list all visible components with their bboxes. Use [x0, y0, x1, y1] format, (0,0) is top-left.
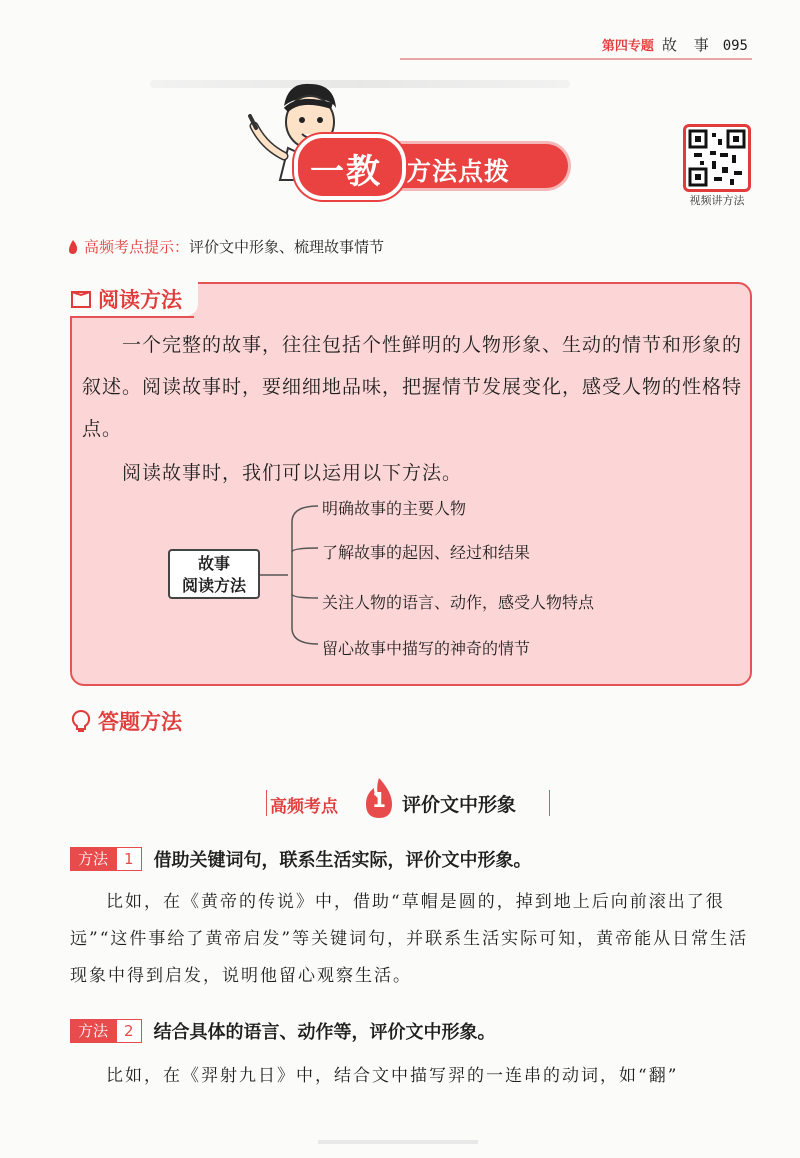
reading-method-heading: 阅读方法 — [70, 284, 182, 314]
book-icon — [70, 289, 92, 309]
method-title: 结合具体的语言、动作等，评价文中形象。 — [153, 1022, 496, 1043]
method-badge: 方法 — [70, 847, 116, 871]
header-rule — [400, 58, 752, 60]
qr-code-icon[interactable] — [683, 124, 751, 192]
running-header — [602, 34, 748, 55]
keypoint-title — [262, 778, 554, 820]
method-number: 2 — [116, 1019, 142, 1043]
method-number: 1 — [116, 847, 142, 871]
keypoint-number: 1 — [372, 788, 386, 812]
method-heading — [70, 846, 532, 872]
chapter-title: 故 事 — [661, 36, 715, 54]
reading-method-text — [82, 324, 742, 494]
method-badge: 方法 — [70, 1019, 116, 1043]
answer-method-heading: 答题方法 — [70, 706, 182, 736]
reading-paragraph: 一个完整的故事，往往包括个性鲜明的人物形象、生动的情节和形象的叙述。阅读故事时，要细细地品味，把握情节发展变化，感受人物的性格特点。 — [82, 334, 743, 440]
tree-item: 关注人物的语言、动作，感受人物特点 — [322, 593, 595, 612]
flame-icon — [68, 240, 78, 254]
tree-item: 留心故事中描写的神奇的情节 — [322, 639, 531, 658]
key-point-hint — [68, 236, 384, 257]
section-banner — [294, 140, 572, 190]
page-number: 095 — [722, 38, 748, 54]
tree-item: 明确故事的主要人物 — [322, 499, 467, 518]
banner-title: 一教 — [310, 152, 382, 192]
method-heading — [70, 1018, 496, 1044]
section-label: 第四专题 — [601, 39, 654, 54]
hint-text: 评价文中形象、梳理故事情节 — [189, 238, 385, 256]
qr-label: 视频讲方法 — [689, 194, 745, 207]
tree-item: 了解故事的起因、经过和结果 — [322, 543, 531, 562]
lightbulb-icon — [70, 709, 92, 733]
show-through-text — [150, 80, 570, 88]
reading-paragraph: 阅读故事时，我们可以运用以下方法。 — [122, 462, 463, 484]
method-example: 比如，在《羿射九日》中，结合文中描写羿的一连串的动词，如“翻” — [106, 1066, 679, 1086]
method-title: 借助关键词句，联系生活实际，评价文中形象。 — [153, 850, 532, 871]
hint-label: 高频考点提示： — [84, 238, 190, 256]
tree-root: 故事 阅读方法 — [168, 549, 260, 599]
keypoint-topic: 评价文中形象 — [402, 794, 517, 816]
show-through-text — [318, 1140, 478, 1144]
method-example: 比如，在《黄帝的传说》中，借助“草帽是圆的，掉到地上后向前滚出了很远”“这件事给了黄帝启发”等关键词句，并联系生活实际可知，黄帝能从日常生活现象中得到启发，说明他留心观察生活。 — [70, 892, 749, 986]
tree-connector — [258, 490, 322, 660]
keypoint-label: 高频考点 — [270, 797, 338, 817]
banner-subtitle: 方法点拨 — [406, 157, 511, 186]
